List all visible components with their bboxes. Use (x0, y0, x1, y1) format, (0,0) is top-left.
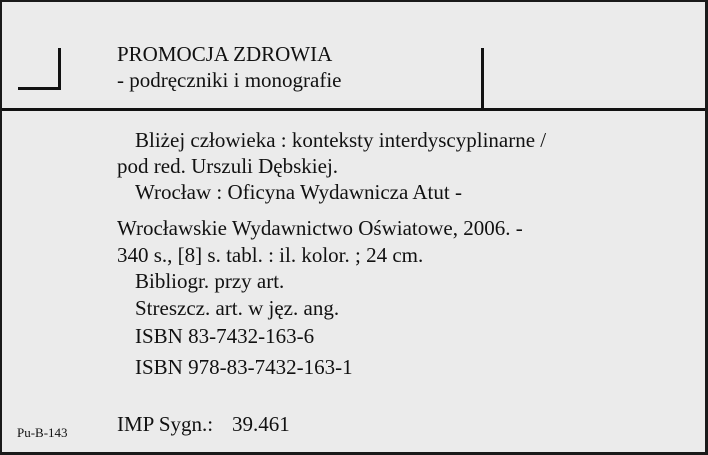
signature-label: IMP Sygn.: (117, 412, 214, 436)
card-code: Pu-B-143 (17, 425, 68, 440)
signature-value: 39.461 (232, 412, 290, 436)
physical-description: 340 s., [8] s. tabl. : il. kolor. ; 24 cm. (117, 243, 424, 267)
note-bibliography: Bibliogr. przy art. (135, 269, 285, 293)
isbn-1: ISBN 83-7432-163-6 (135, 324, 315, 348)
title-line-1: Bliżej człowieka : konteksty interdyscyplinarne / (135, 128, 547, 152)
series-subtitle: - podręczniki i monografie (117, 68, 342, 92)
header-horizontal-rule (2, 108, 705, 111)
corner-bracket-vertical (58, 48, 61, 90)
isbn-2: ISBN 978-83-7432-163-1 (135, 355, 353, 379)
imprint-line-2: Wrocławskie Wydawnictwo Oświatowe, 2006. - (117, 216, 523, 240)
title-line-2: pod red. Urszuli Dębskiej. (117, 154, 339, 178)
note-summary: Streszcz. art. w jęz. ang. (135, 296, 340, 320)
header-vertical-rule (481, 48, 484, 110)
imprint-line-1: Wrocław : Oficyna Wydawnicza Atut - (135, 180, 462, 204)
series-title: PROMOCJA ZDROWIA (117, 42, 333, 66)
catalog-card (2, 2, 705, 452)
corner-bracket-horizontal (18, 87, 61, 90)
